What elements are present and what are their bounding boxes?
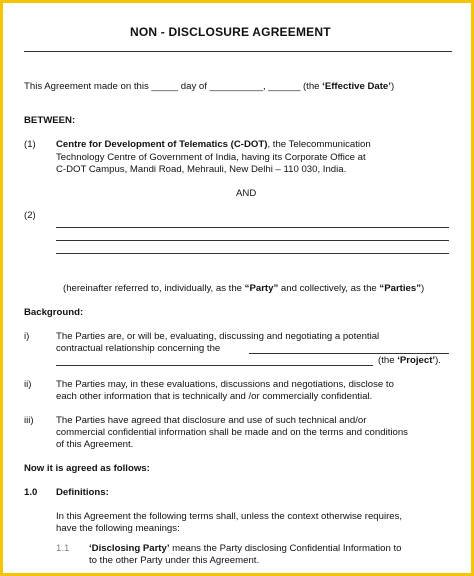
project-blank-line-1 (249, 353, 449, 354)
background-item-3-line1: The Parties have agreed that disclosure and use of such technical and/or (56, 415, 367, 426)
background-item-3-number: iii) (24, 415, 34, 426)
background-item-2-number: ii) (24, 379, 32, 390)
background-item-1-number: i) (24, 331, 30, 342)
document-page (3, 3, 471, 573)
party1-line1-rest: , the Telecommunication (267, 139, 371, 150)
disclosing-party-term: ‘Disclosing Party’ (89, 543, 170, 554)
now-agreed-heading: Now it is agreed as follows: (24, 463, 150, 474)
definition-1-1-rest: means the Party disclosing Confidential Information to (169, 543, 402, 554)
project-label-bold: ‘Project’ (397, 355, 436, 366)
referral-parties: “Parties” (379, 283, 422, 294)
party2-blank-line-3 (56, 253, 449, 254)
party2-blank-line-2 (56, 240, 449, 241)
background-heading: Background: (24, 307, 84, 318)
section-1-number: 1.0 (24, 487, 38, 498)
definition-1-1-line1 (89, 543, 402, 554)
section-1-intro-line2: have the following meanings: (56, 523, 180, 534)
project-label-suffix: ). (435, 355, 441, 366)
referral-line (63, 283, 424, 294)
party1-line3: C-DOT Campus, Mandi Road, Mehrauli, New Delhi – 110 030, India. (56, 164, 347, 175)
referral-middle: and collectively, as the (278, 283, 380, 294)
background-item-2-line2: each other information that is technically and /or commercially confidential. (56, 391, 373, 402)
party1-line2: Technology Centre of Government of India, having its Corporate Office at (56, 152, 366, 163)
party2-number: (2) (24, 210, 36, 221)
background-item-1-line2 (56, 343, 220, 354)
agreement-line (24, 81, 394, 92)
party1-number: (1) (24, 139, 36, 150)
party2-blank-line-1 (56, 227, 449, 228)
definition-1-1-number: 1.1 (56, 543, 70, 554)
referral-suffix: ) (421, 283, 425, 294)
definition-1-1-line2: to the other Party under this Agreement. (89, 555, 260, 566)
party1-line1 (56, 139, 371, 150)
background-item-1-line1: The Parties are, or will be, evaluating, discussing and negotiating a potential (56, 331, 380, 342)
referral-party: “Party” (244, 283, 279, 294)
project-label (378, 355, 441, 366)
agreement-line-prefix: This Agreement made on this _____ day of __________, ______ (the (24, 81, 323, 92)
background-item-3-line3: of this Agreement. (56, 439, 134, 450)
background-item-3-line2: commercial confidential information shall be made and on the terms and conditions (56, 427, 408, 438)
party1-name: Centre for Development of Telematics (C-DOT) (56, 139, 268, 150)
referral-prefix: (hereinafter referred to, individually, as the (63, 283, 245, 294)
title-rule (24, 51, 452, 52)
background-item-2-line1: The Parties may, in these evaluations, discussions and negotiations, disclose to (56, 379, 394, 390)
section-1-heading: Definitions: (56, 487, 109, 498)
document-title: NON - DISCLOSURE AGREEMENT (130, 25, 331, 39)
between-heading: BETWEEN: (24, 115, 76, 126)
effective-date-label: ‘Effective Date’ (322, 81, 391, 92)
section-1-intro-line1: In this Agreement the following terms shall, unless the context otherwise requires, (56, 511, 403, 522)
agreement-line-suffix: ) (390, 81, 395, 92)
project-blank-line-2 (56, 365, 373, 366)
and-text: AND (236, 188, 257, 199)
project-label-prefix: (the (378, 355, 398, 366)
background-item-1-line2-text: contractual relationship concerning the (56, 343, 221, 354)
